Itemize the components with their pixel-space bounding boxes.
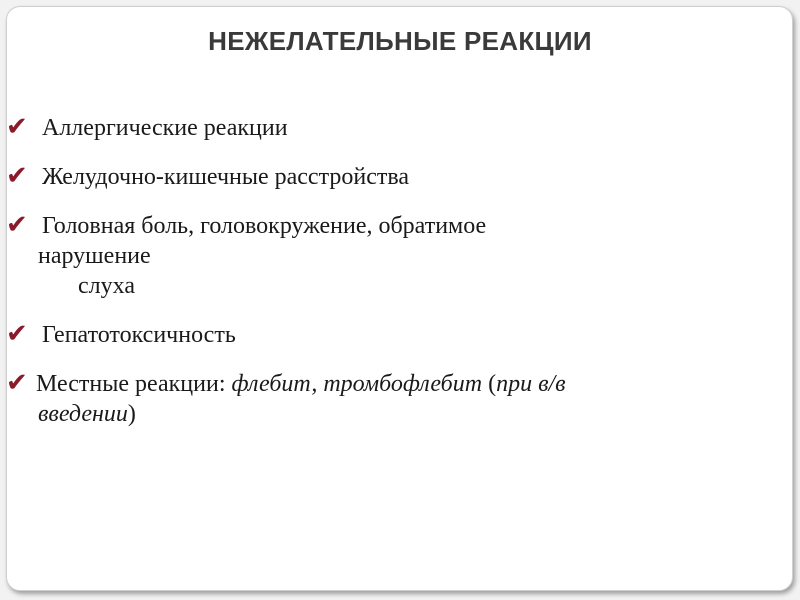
item-text: Головная боль, головокружение, обратимое: [36, 213, 487, 239]
slide-title: НЕЖЕЛАТЕЛЬНЫЕ РЕАКЦИИ: [208, 26, 592, 56]
checkmark-icon: ✔: [6, 112, 28, 141]
item-text: ): [127, 401, 136, 427]
item-text: Желудочно-кишечные расстройства: [36, 164, 410, 190]
item-text-italic: флебит, тромбофлебит: [231, 371, 489, 397]
item-text-italic: при в/в: [496, 371, 566, 397]
checkmark-icon: ✔: [6, 368, 28, 397]
list-item: [6, 161, 766, 192]
list-item: [6, 112, 766, 143]
list-item: [6, 368, 766, 429]
list-item: [6, 319, 766, 350]
item-text-continuation: нарушение: [38, 243, 151, 269]
item-text-continuation: слуха: [78, 273, 135, 299]
checkmark-icon: ✔: [6, 210, 28, 239]
item-text-continuation: [6, 399, 766, 429]
item-text: Местные реакции:: [36, 371, 232, 397]
item-text: (: [488, 371, 497, 397]
checkmark-icon: ✔: [6, 319, 28, 348]
item-text: Аллергические реакции: [36, 115, 288, 141]
checkmark-icon: ✔: [6, 161, 28, 190]
list-item: [6, 210, 766, 301]
item-text: Гепатотоксичность: [36, 322, 236, 348]
adverse-reactions-list: [6, 112, 766, 447]
item-text-italic: введении: [38, 401, 128, 427]
